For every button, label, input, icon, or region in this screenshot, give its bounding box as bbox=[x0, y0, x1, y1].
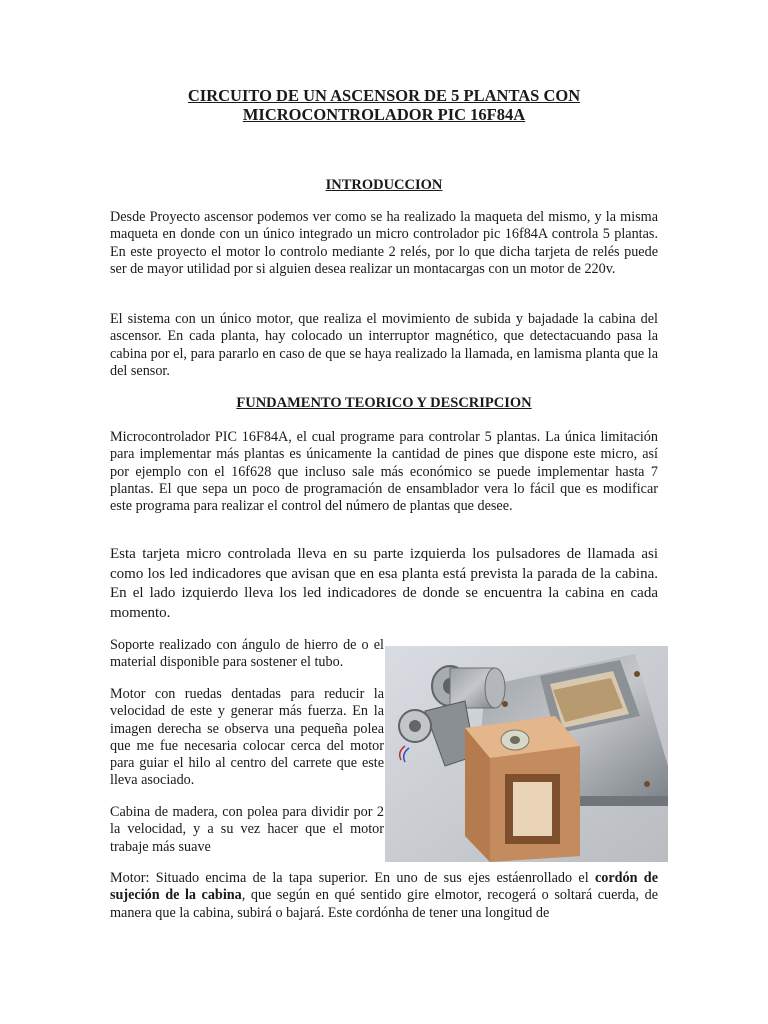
motor-ruedas-paragraph: Motor con ruedas dentadas para reducir la velocidad de este y generar más fuerza. En la imagen derecha se observa una pequeña polea que me fue necesaria colocar cerca del motor para guiar el hilo al centro del carrete que este lleva asociado. bbox=[110, 686, 384, 789]
intro-paragraph-1: Desde Proyecto ascensor podemos ver como se ha realizado la maqueta del mismo, y la misma maqueta en donde con un único integrado un micro controlador pic 16f84A controla 5 plantas. En este proyecto el motor lo controlo mediante 2 relés, por lo que dicha tarjeta de relés puede ser de mayor utilidad por si alguien desea realizar un montacargas con un motor de 220v. bbox=[110, 209, 658, 277]
fundamento-paragraph-2: Esta tarjeta micro controlada lleva en su parte izquierda los pulsadores de llamada asi como los led indicadores que avisan que en esa planta está prevista la parada de la cabina. En el lado izquierdo lleva los led indicadores de donde se encuentra la cabina en cada momento. bbox=[110, 546, 658, 621]
fundamento-heading: FUNDAMENTO TEORICO Y DESCRIPCION bbox=[236, 395, 532, 411]
soporte-paragraph: Soporte realizado con ángulo de hierro de o el material disponible para sostener el tubo. bbox=[110, 637, 384, 671]
document-title: CIRCUITO DE UN ASCENSOR DE 5 PLANTAS CON MICROCONTROLADOR PIC 16F84A bbox=[187, 86, 581, 124]
motor-paragraph-end: , que según en qué sentido gire elmotor, recogerá o soltará cuerda, de manera que la cabina, subirá o bajará. Este cordónha de tener una longitud de bbox=[110, 887, 658, 921]
cabina-paragraph: Cabina de madera, con polea para dividir por 2 la velocidad, y a su vez hacer que el motor trabaje más suave bbox=[110, 804, 384, 855]
fundamento-paragraph-1: Microcontrolador PIC 16F84A, el cual programe para controlar 5 plantas. La única limitación para implementar más plantas es únicamente la cantidad de pines que dispone este micro, así por ejemplo con el 16f628 que incluso sale más económico se puede implementar hasta 7 plantas. El que sepa un poco de programación de ensamblador vera lo fácil que es modificar este programa para realizar el control del número de plantas que desee. bbox=[110, 429, 658, 515]
intro-heading: INTRODUCCION bbox=[325, 177, 443, 193]
motor-paragraph-bold: cordón de sujeción de la cabina bbox=[110, 870, 658, 904]
elevator-model-photo bbox=[385, 646, 668, 862]
motor-paragraph bbox=[110, 870, 658, 922]
intro-paragraph-2: El sistema con un único motor, que realiza el movimiento de subida y bajadade la cabina del ascensor. En cada planta, hay colocado un interruptor magnético, que detectacuando pasa la cabina por el, para pararlo en caso de que se haya realizado la llamada, en lamisma planta que la del sensor. bbox=[110, 311, 658, 379]
motor-paragraph-start: Motor: Situado encima de la tapa superior. En uno de sus ejes estáenrollado el bbox=[110, 870, 595, 886]
